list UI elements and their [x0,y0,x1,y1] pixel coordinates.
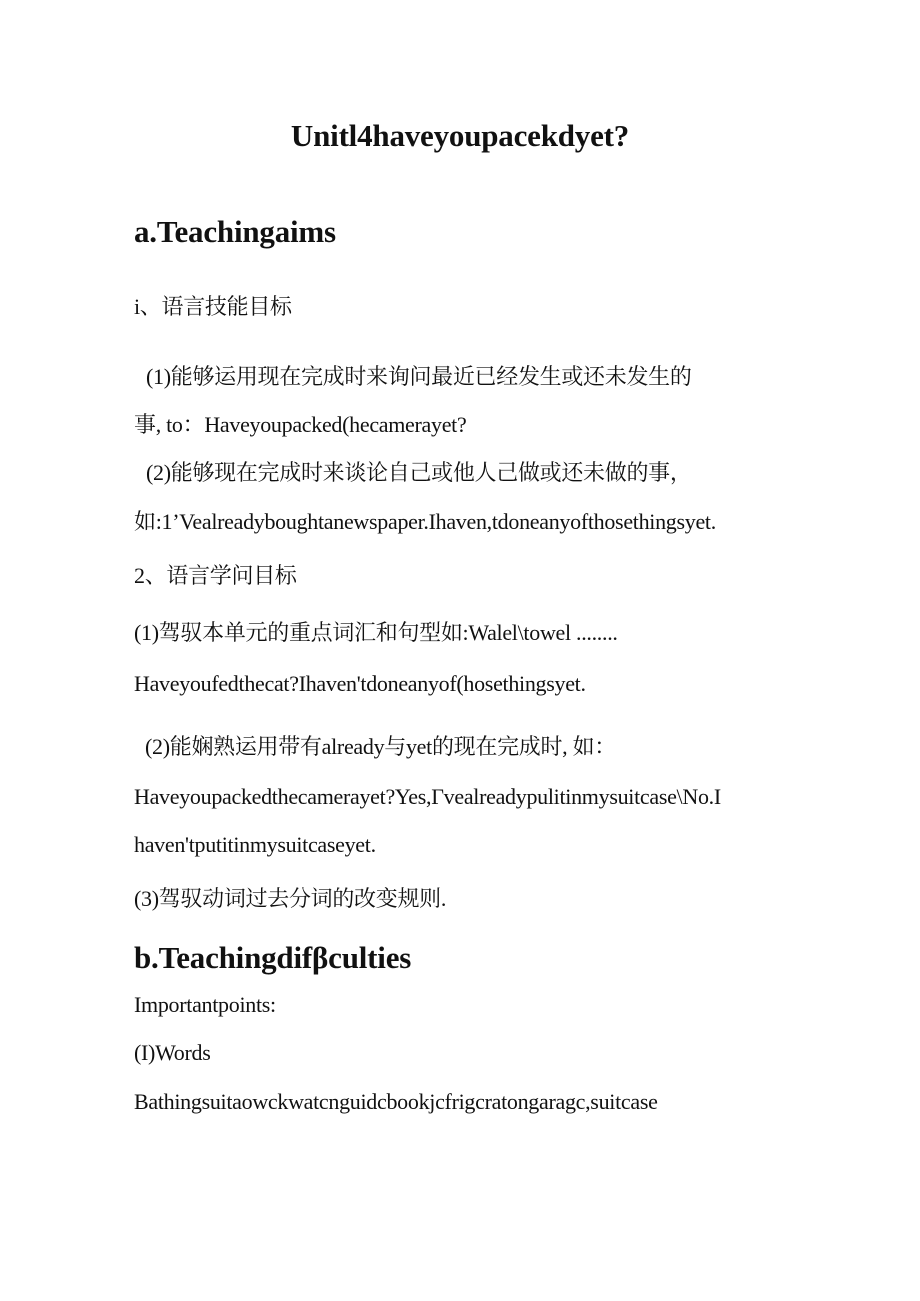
section-heading-teaching-aims: a.Teachingaims [134,214,336,249]
section-heading-teaching-difficulties: b.Teachingdifβculties [134,940,412,975]
words-list: Bathingsuitaowckwatcnguidcbookjcfrigcratongaragc,suitcase [134,1089,658,1114]
paragraph-3-line-2: Haveyoufedthecat?Ihaven'tdoneanyof(hosethingsyet. [134,671,586,696]
paragraph-2-line-2: 如:1’Vealreadyboughtanewspaper.Ihaven,tdoneanyofthosethingsyet. [134,509,716,534]
document-title: Unitl4haveyoupacekdyet? [290,118,630,153]
subheading-language-skills: i、语言技能目标 [134,294,292,319]
paragraph-4-line-3: haven'tputitinmysuitcaseyet. [134,832,376,857]
paragraph-5-line-1: (3)驾驭动词过去分词的改变规则. [134,886,447,911]
important-points-label: Importantpoints: [134,992,276,1017]
paragraph-1-line-1: (1)能够运用现在完成时来询问最近已经发生或还未发生的 [146,364,692,389]
paragraph-4-line-1: (2)能娴熟运用带有already与yet的现在完成时, 如： [145,734,616,759]
paragraph-1-line-2: 事, to：Haveyoupacked(hecamerayet? [134,412,467,437]
paragraph-4-line-2: Haveyoupackedthecamerayet?Yes,Γvealreadypulitinmysuitcase\No.I [134,784,721,809]
paragraph-2-line-1: (2)能够现在完成时来谈论自己或他人己做或还未做的事， [146,460,692,485]
words-label: (I)Words [134,1040,211,1065]
subheading-language-knowledge: 2、语言学问目标 [134,563,297,588]
paragraph-3-line-1: (1)驾驭本单元的重点词汇和句型如:Walel\towel ........ [134,620,618,645]
